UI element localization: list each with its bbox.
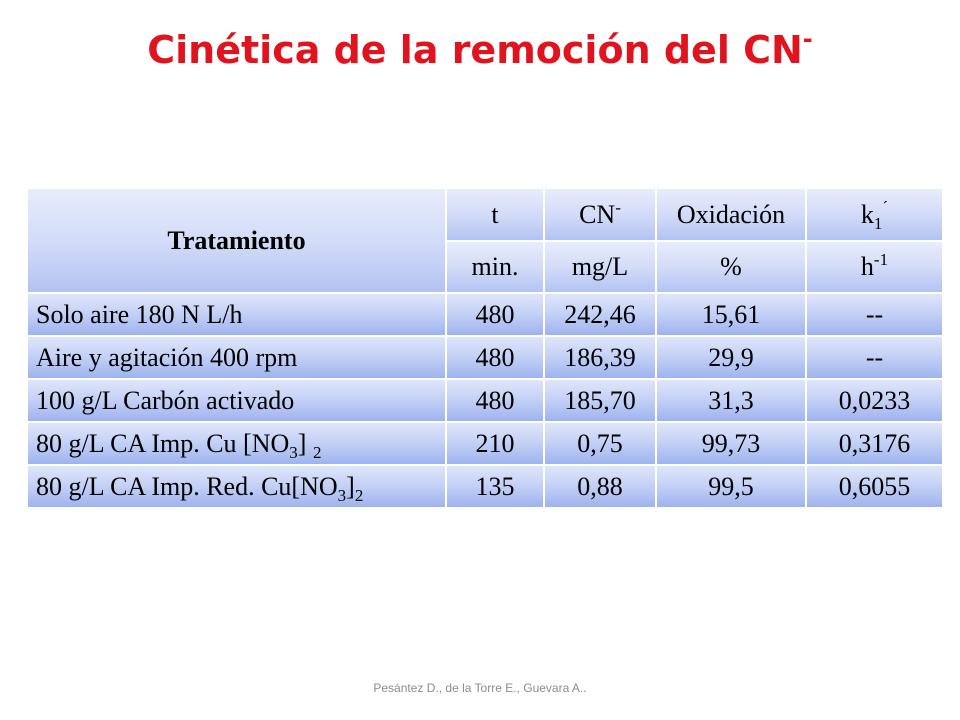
cell-tratamiento-a: 80 g/L CA Imp. Cu [NO [36, 428, 290, 458]
header-tratamiento: Tratamiento [27, 188, 446, 293]
kinetics-table [26, 187, 944, 509]
cell-t: 480 [446, 336, 544, 379]
slide-footer: Pesántez D., de la Torre E., Guevara A.. [373, 681, 587, 695]
header-cn-text: CN [579, 199, 616, 229]
cell-cn: 186,39 [544, 336, 656, 379]
header-k-line1 [806, 188, 943, 241]
header-cn-line2: mg/L [544, 241, 656, 293]
cell-tratamiento-b: ] [297, 428, 307, 458]
table-row [27, 422, 943, 465]
table-row [27, 336, 943, 379]
cell-oxidacion: 99,5 [656, 465, 806, 508]
cell-t: 480 [446, 293, 544, 336]
cell-t: 480 [446, 379, 544, 422]
cell-tratamiento: Aire y agitación 400 rpm [27, 336, 446, 379]
header-k-sup: ´ [882, 197, 889, 217]
header-t-line2: min. [446, 241, 544, 293]
cell-tratamiento-b: ] [346, 471, 355, 501]
cell-k: -- [806, 293, 943, 336]
header-k2-text: h [860, 252, 874, 281]
cell-t: 135 [446, 465, 544, 508]
cell-cn: 0,75 [544, 422, 656, 465]
slide-title-text: Cinética de la remoción del CN [147, 28, 803, 72]
cell-cn: 0,88 [544, 465, 656, 508]
header-ox-line2: % [656, 241, 806, 293]
header-ox-line1: Oxidación [656, 188, 806, 241]
cell-cn: 185,70 [544, 379, 656, 422]
cell-tratamiento: 100 g/L Carbón activado [27, 379, 446, 422]
cell-tratamiento-a: 80 g/L CA Imp. Red. Cu[NO [36, 471, 338, 501]
cell-k: 0,6055 [806, 465, 943, 508]
cell-k: 0,0233 [806, 379, 943, 422]
table-row [27, 379, 943, 422]
table-row [27, 293, 943, 336]
header-cn-line1 [544, 188, 656, 241]
cell-oxidacion: 99,73 [656, 422, 806, 465]
cell-k: -- [806, 336, 943, 379]
cell-oxidacion: 29,9 [656, 336, 806, 379]
slide-title-superscript: - [802, 25, 813, 53]
slide-title [0, 25, 960, 72]
header-t-line1: t [446, 188, 544, 241]
cell-k: 0,3176 [806, 422, 943, 465]
cell-tratamiento [27, 465, 446, 508]
cell-tratamiento-sub2: 2 [312, 442, 322, 462]
header-k-line2 [806, 241, 943, 293]
cell-tratamiento [27, 422, 446, 465]
cell-tratamiento-sub2: 2 [354, 485, 364, 505]
table-header-row [27, 188, 943, 241]
header-k-text: k [860, 199, 874, 229]
cell-tratamiento-sub: 3 [337, 485, 347, 505]
header-cn-sup: - [615, 197, 621, 217]
cell-cn: 242,46 [544, 293, 656, 336]
cell-tratamiento: Solo aire 180 N L/h [27, 293, 446, 336]
header-k-sub: 1 [873, 213, 883, 233]
table-row [27, 465, 943, 508]
header-k2-sup: -1 [873, 250, 889, 269]
cell-oxidacion: 31,3 [656, 379, 806, 422]
cell-tratamiento-sub: 3 [289, 442, 298, 462]
cell-oxidacion: 15,61 [656, 293, 806, 336]
cell-t: 210 [446, 422, 544, 465]
